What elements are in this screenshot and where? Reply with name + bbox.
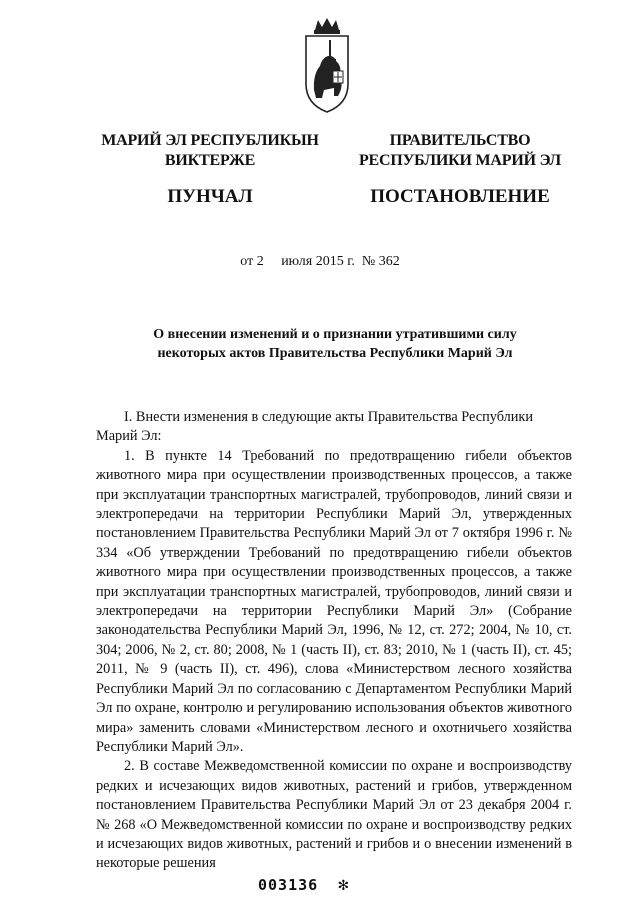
paragraph-1-continuation: Марий Эл: (96, 428, 162, 445)
title-line1: О внесении изменений и о признании утратившими силу (153, 327, 517, 342)
footer-serial (258, 875, 349, 895)
header-left-line2: ВИКТЕРЖЕ (164, 152, 256, 169)
asterisk-mark-icon: ✻ (338, 875, 350, 895)
header-right (330, 131, 590, 207)
paragraph-1: I. Внести изменения в следующие акты Правительства Республики (124, 409, 533, 425)
document-number: № 362 (361, 254, 400, 269)
document-body (96, 408, 572, 874)
date-month-year: июля 2015 г. (281, 254, 355, 269)
header-right-doc-type: ПОСТАНОВЛЕНИЕ (370, 186, 550, 207)
header-left-doc-type: ПУНЧАЛ (167, 186, 253, 207)
title-line2: некоторых актов Правительства Республики Марий Эл (157, 346, 513, 361)
header-right-line2: РЕСПУБЛИКИ МАРИЙ ЭЛ (358, 152, 562, 169)
header-right-line1: ПРАВИТЕЛЬСТВО (389, 132, 531, 149)
serial-number: 003136 (258, 876, 319, 894)
coat-of-arms-icon (300, 16, 354, 116)
header-left-line1: МАРИЙ ЭЛ РЕСПУБЛИКЫН (101, 132, 319, 149)
document-date-number (0, 254, 640, 270)
date-day: 2 (256, 254, 264, 269)
document-title (90, 325, 580, 363)
paragraph-2: 1. В пункте 14 Требований по предотвращению гибели объектов животного мира при осуществлении производственных процессов, а также при эксплуатации транспортных магистралей, трубопроводов, линий связи и электропередачи на территории Республики Марий Эл, утвержденных постановлением Правительства Республики Марий Эл от 7 октября 1996 г. № 334 «Об утверждении Требований по предотвращению гибели объектов животного мира при осуществлении производственных процессов, а также при эксплуатации транспортных магистралей, трубопроводов, линий связи и электропередачи на территории Республики Марий Эл» (Собрание законодательства Республики Марий Эл, 1996, № 12, ст. 272; 2004, № 10, ст. 304; 2006, № 2, ст. 80; 2008, № 1 (часть II), ст. 83; 2010, № 1 (часть II), ст. 45; 2011, № 9 (часть II), ст. 496), слова «Министерством лесного хозяйства Республики Марий Эл по согласованию с Департаментом Республики Марий Эл по охране, контролю и регулированию использования объектов животного мира» заменить словами «Министерством лесного и охотничьего хозяйства Республики Марий Эл». (96, 447, 572, 755)
header-left (80, 131, 340, 207)
date-prefix: от (240, 254, 254, 269)
paragraph-3: 2. В составе Межведомственной комиссии по охране и воспроизводству редких и исчезающих видов животных, растений и грибов, утвержденном постановлением Правительства Республики Марий Эл от 23 декабря 2004 г. № 268 «О Межведомственной комиссии по охране и воспроизводству редких и исчезающих видов животных, растений и грибов и о внесении изменений в некоторые решения (96, 758, 572, 872)
